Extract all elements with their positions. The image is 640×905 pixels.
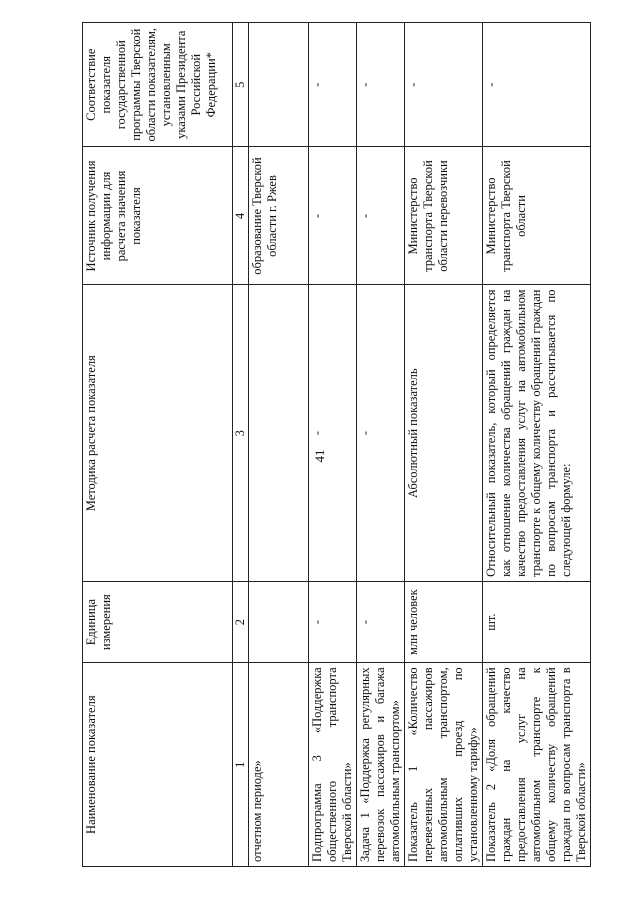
cell-source: образование Тверской области г. Ржев [249,147,309,285]
column-header-name: Наименование показателя [83,663,233,867]
cell-unit: шт. [483,581,591,662]
column-number: 2 [233,581,249,662]
cell-method: Относительный показатель, который определяется как отношение количества обращений граждан на качество предоставления услуг на автомобильном транспорте к общему количеству обращений граждан по вопросам транспорта и рассчитывается по следующей формуле: [483,285,591,581]
cell-unit: - [309,581,357,662]
table-row [483,23,591,867]
cell-source: Министерство транспорта Тверской области перевозчики [405,147,483,285]
cell-match: - [309,23,357,147]
column-number-row [233,23,249,867]
column-header-unit: Единица измерения [83,581,233,662]
cell-match: - [405,23,483,147]
cell-name: Показатель 1 «Количество перевезенных пассажиров автомобильным транспортом, оплативших проезд по установленному тарифу» [405,663,483,867]
cell-name: отчетном периоде» [249,663,309,867]
cell-method [249,285,309,581]
column-number: 4 [233,147,249,285]
column-header-match: Соответствие показателя государственной программы Тверской области показателям, установленным указами Президента Российской Федерации* [83,23,233,147]
cell-method: - [309,285,357,581]
cell-name: Подпрограмма 3 «Поддержка общественного транспорта Тверской области» [309,663,357,867]
cell-method: - [357,285,405,581]
cell-source: Министерство транспорта Тверской области [483,147,591,285]
table-row [249,23,309,867]
cell-unit: млн человек [405,581,483,662]
cell-match [249,23,309,147]
table-row [309,23,357,867]
cell-unit: - [357,581,405,662]
cell-name: Показатель 2 «Доля обращений граждан на качество предоставления услуг на автомобильном транспорте к общему количеству обращений граждан по вопросам транспорта в Тверской области» [483,663,591,867]
column-number: 3 [233,285,249,581]
cell-unit [249,581,309,662]
column-number: 1 [233,663,249,867]
column-header-method: Методика расчета показателя [83,285,233,581]
page-number: 41 [312,449,327,463]
indicators-table [82,22,591,867]
column-number: 5 [233,23,249,147]
cell-source: - [357,147,405,285]
cell-match: - [483,23,591,147]
table-row [405,23,483,867]
cell-method: Абсолютный показатель [405,285,483,581]
cell-match: - [357,23,405,147]
cell-source: - [309,147,357,285]
header-row [83,23,233,867]
column-header-source: Источник получения информации для расчета значения показателя [83,147,233,285]
cell-name: Задача 1 «Поддержка регулярных перевозок пассажиров и багажа автомобильным транспортом» [357,663,405,867]
table-row [357,23,405,867]
